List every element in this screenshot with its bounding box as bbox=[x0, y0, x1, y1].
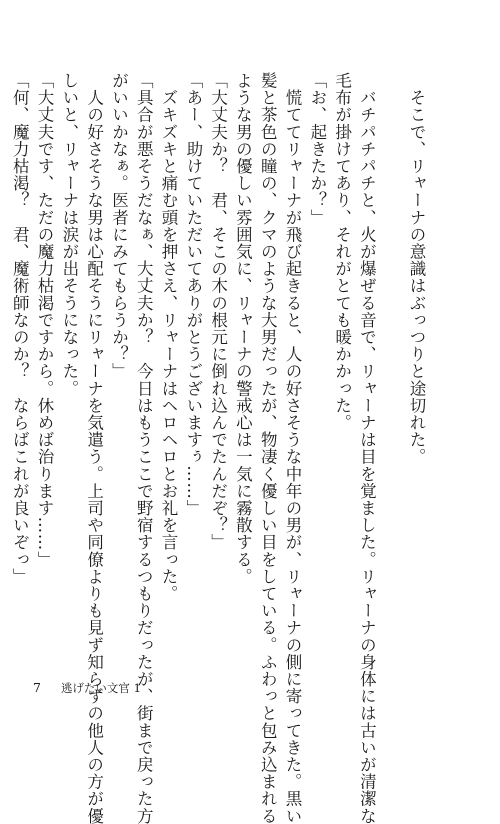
book-title: 逃げたい文官 1 bbox=[60, 681, 141, 695]
text-line: ような男の優しい雰囲気に、リャーナの警戒心は一気に霧散する。 bbox=[233, 72, 253, 585]
text-line: 髪と茶色の瞳の、クマのような大男だったが、物凄く優しい目をしている。ふわっと包み込まれる bbox=[258, 72, 278, 824]
text-line: 「あー、助けていただいてありがとうございますぅ……」 bbox=[183, 72, 203, 517]
text-line: 「具合が悪そうだなぁ、大丈夫か？ 今日はもうここで野宿するつもりだったが、街まで戻った方 bbox=[134, 72, 154, 824]
text-line: 「何、魔力枯渇？ 君、魔術師なのか？ ならばこれが良いぞっ」 bbox=[10, 72, 30, 585]
text-line: ズキズキと痛む頭を押さえ、リャーナはヘロヘロとお礼を言った。 bbox=[159, 72, 179, 603]
text-line: そこで、リャーナの意識はぶっつりと途切れた。 bbox=[407, 72, 426, 466]
text-line: 「お、起きたか？」 bbox=[307, 72, 327, 226]
page-number: 7 bbox=[33, 680, 41, 695]
text-line: 「大丈夫です、ただの魔力枯渇ですから。休めば治ります……」 bbox=[35, 72, 55, 568]
text-line: がいいかなぁ。医者にみてもらうか？」 bbox=[109, 72, 129, 380]
text-line: 人の好さそうな男は心配そうにリャーナを気遣う。上司や同僚よりも見ず知らずの他人の方が優 bbox=[84, 72, 104, 824]
text-line: 「大丈夫か？ 君、そこの木の根元に倒れ込んでたんだぞ？」 bbox=[208, 72, 228, 551]
text-line: バチパチパチと、火が爆ぜる音で、リャーナは目を覚ました。リャーナの身体には古いが清潔な bbox=[357, 72, 377, 824]
text-line: しいと、リャーナは涙が出そうになった。 bbox=[59, 72, 79, 397]
text-line bbox=[378, 72, 403, 632]
text-line: 毛布が掛けてあり、それがとても暖かかった。 bbox=[332, 72, 352, 432]
text-line: 慌ててリャーナが飛び起きると、人の好さそうな中年の男が、リャーナの側に寄ってきた。黒い bbox=[283, 72, 303, 824]
page-footer bbox=[33, 680, 141, 696]
